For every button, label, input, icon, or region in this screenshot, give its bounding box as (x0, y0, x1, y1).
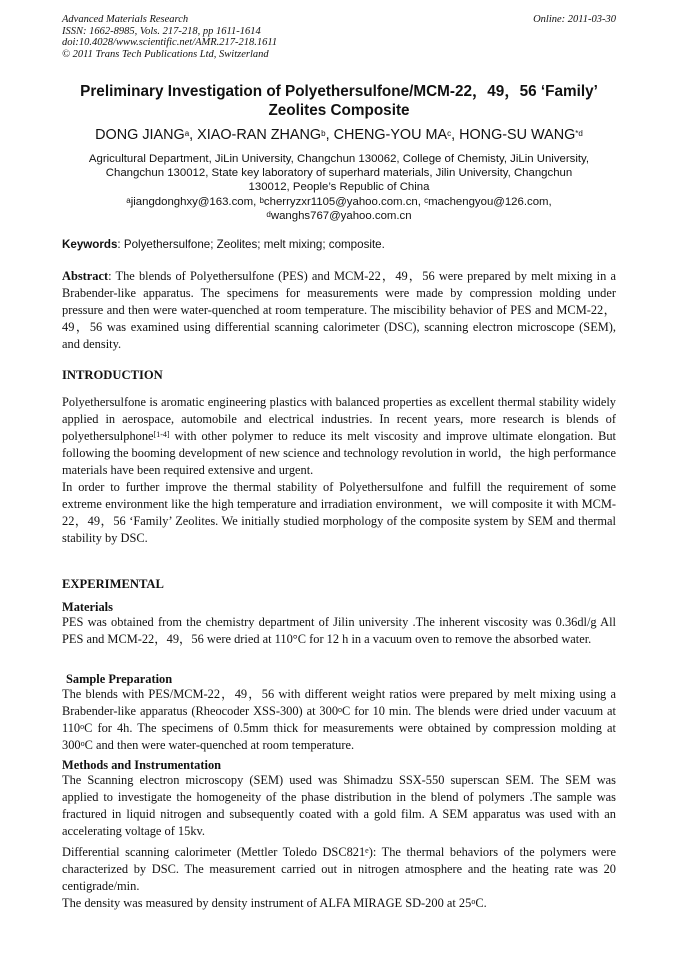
issn-line: ISSN: 1662-8985, Vols. 217-218, pp 1611-1614 (62, 25, 261, 37)
prep-text: The blends with PES/MCM-22，49，56 with different weight ratios were prepared by melt mixing using a Brabender-like apparatus (Rheocoder XSS-300) at 300 (62, 687, 616, 718)
keywords-text: : Polyethersulfone; Zeolites; melt mixing; composite. (117, 238, 385, 251)
email-mark: a (126, 195, 131, 205)
intro-text: with other polymer to reduce its melt viscosity and improve ultimate elongation. But following the booming development of new science and technology revolution in world，the high performance materials have been required extensive and urgent. (62, 429, 616, 477)
author-mark: a (184, 129, 190, 138)
introduction-body (62, 394, 616, 547)
author-list: DONG JIANG$^a$, XIAO-RAN ZHANG$^b$, CHENG-YOU $MA^c$, HONG-SU WANG$^{*d}$ (95, 127, 583, 143)
intro-paragraph-2: In order to further improve the thermal stability of Polyethersulfone and fulfill the requirement of some extreme environment like the high temperature and irradiation environment，we will composite it with MCM-22，49，56 ‘Family’ Zeolites. We initially studied morphology of the composite system by SEM and thermal stability by DSC. (62, 480, 616, 545)
experimental-heading: EXPERIMENTAL (62, 577, 164, 591)
degree-mark: o (80, 722, 85, 731)
prep-heading: Sample Preparation (66, 672, 173, 686)
affiliation-block (62, 152, 616, 223)
email-c: machengyou@126.com, (428, 195, 552, 208)
email-a: jiangdonghxy@163.com, (130, 195, 257, 208)
degree-mark: o (338, 705, 343, 714)
prep-body (62, 686, 616, 754)
materials-body: PES was obtained from the chemistry department of Jilin university .The inherent viscosity was 0.36dl/g All PES and MCM-22，49，56 were dried at 110°C for 12 h in a vacuum oven to remove the absorbed water. (62, 615, 616, 646)
methods-text: ): The thermal behaviors of the polymers were characterized by DSC. The measurement carried out in nitrogen atmosphere and the heating rate was 20 centigrade/min. (62, 845, 616, 893)
abstract-text: : The blends of Polyethersulfone (PES) and MCM-22，49，56 were prepared by melt mixing in a Brabender-like apparatus. The specimens for measurements were made by compression molding under pressure and then were water-quenched at room temperature. The miscibility behavior of PES and MCM-22，49，56 was examined using differential scanning calorimeter (DSC), scanning electron microscope (SEM), and density. (62, 269, 616, 351)
email-mark: c (424, 195, 429, 205)
methods-paragraph-3 (62, 895, 616, 912)
intro-paragraph-1 (62, 394, 616, 479)
keywords-label: Keywords (62, 238, 118, 251)
methods-heading: Methods and Instrumentation (62, 758, 222, 772)
title-line-2: Zeolites Composite (268, 102, 410, 119)
author-mark: c (447, 129, 452, 138)
degree-mark: o (471, 897, 476, 906)
prep-text: C for 10 min. The blends were dried under vacuum at 110 (62, 704, 616, 735)
author-name: DONG JIANG (95, 127, 185, 143)
citation: [1-4] (153, 430, 170, 439)
copyright-line: © 2011 Trans Tech Publications Ltd, Switzerland (62, 48, 269, 60)
superscript: e (365, 846, 369, 855)
prep-text: C for 4h. The specimens of 0.5mm thick for measurements were obtained by compression molding at 300 (62, 721, 616, 752)
email-mark: b (259, 195, 264, 205)
methods-text: The density was measured by density instrument of ALFA MIRAGE SD-200 at 25 (62, 896, 472, 910)
email-d: wanghs767@yahoo.com.cn (270, 209, 412, 222)
journal-header (62, 14, 616, 60)
intro-text: Polyethersulfone is aromatic engineering plastics with balanced properties as excellent thermal stability widely applied in aerospace, automobile and electrical industries. In recent years, more research is blends of polyethersulphone (62, 395, 616, 443)
affiliation-line: 130012, People’s Republic of China (248, 181, 430, 194)
doi-line: doi:10.4028/www.scientific.net/AMR.217-218.1611 (62, 37, 278, 49)
abstract (62, 268, 616, 353)
methods-text: C. (475, 896, 487, 910)
prep-text: C and then were water-quenched at room temperature. (84, 738, 355, 752)
affiliation-line: Changchun 130012, State key laboratory of superhard materials, Jilin University, Changchun (105, 167, 573, 180)
methods-text: Differential scanning calorimeter (Mettler Toledo DSC821 (62, 845, 366, 859)
author-name: HONG-SU WANG (459, 127, 576, 143)
methods-paragraph-2 (62, 844, 616, 895)
email-line (62, 209, 616, 223)
author-name: XIAO-RAN ZHANG (197, 127, 322, 143)
author-mark: *d (575, 129, 583, 138)
materials-heading: Materials (62, 600, 113, 614)
methods-body (62, 772, 616, 912)
title-line-1: Preliminary Investigation of Polyethersulfone/MCM-22，49，56 ‘Family’ (80, 83, 598, 100)
introduction-heading: INTRODUCTION (62, 368, 163, 382)
degree-mark: o (80, 739, 85, 748)
email-line (62, 195, 616, 209)
online-date: Online: 2011-03-30 (533, 14, 616, 25)
affiliation-line: Agricultural Department, JiLin University, Changchun 130062, College of Chemisty, JiLin University, (88, 153, 590, 165)
journal-name: Advanced Materials Research (62, 14, 189, 25)
author-name: CHENG-YOU MA (333, 127, 448, 143)
paper-title (62, 82, 616, 120)
author-mark: b (321, 129, 326, 138)
keywords (62, 238, 616, 252)
email-b: cherryzxr1105@yahoo.com.cn, (263, 195, 421, 208)
abstract-label: Abstract (62, 269, 109, 283)
email-mark: d (266, 209, 271, 219)
methods-paragraph-1: The Scanning electron microscopy (SEM) used was Shimadzu SSX-550 superscan SEM. The SEM was applied to investigate the homogeneity of the phase distribution in the blend of polymers .The sample was fractured in liquid nitrogen and subsequently coated with a gold film. A SEM apparatus was used with an accelerating voltage of 15kv. (62, 773, 616, 838)
